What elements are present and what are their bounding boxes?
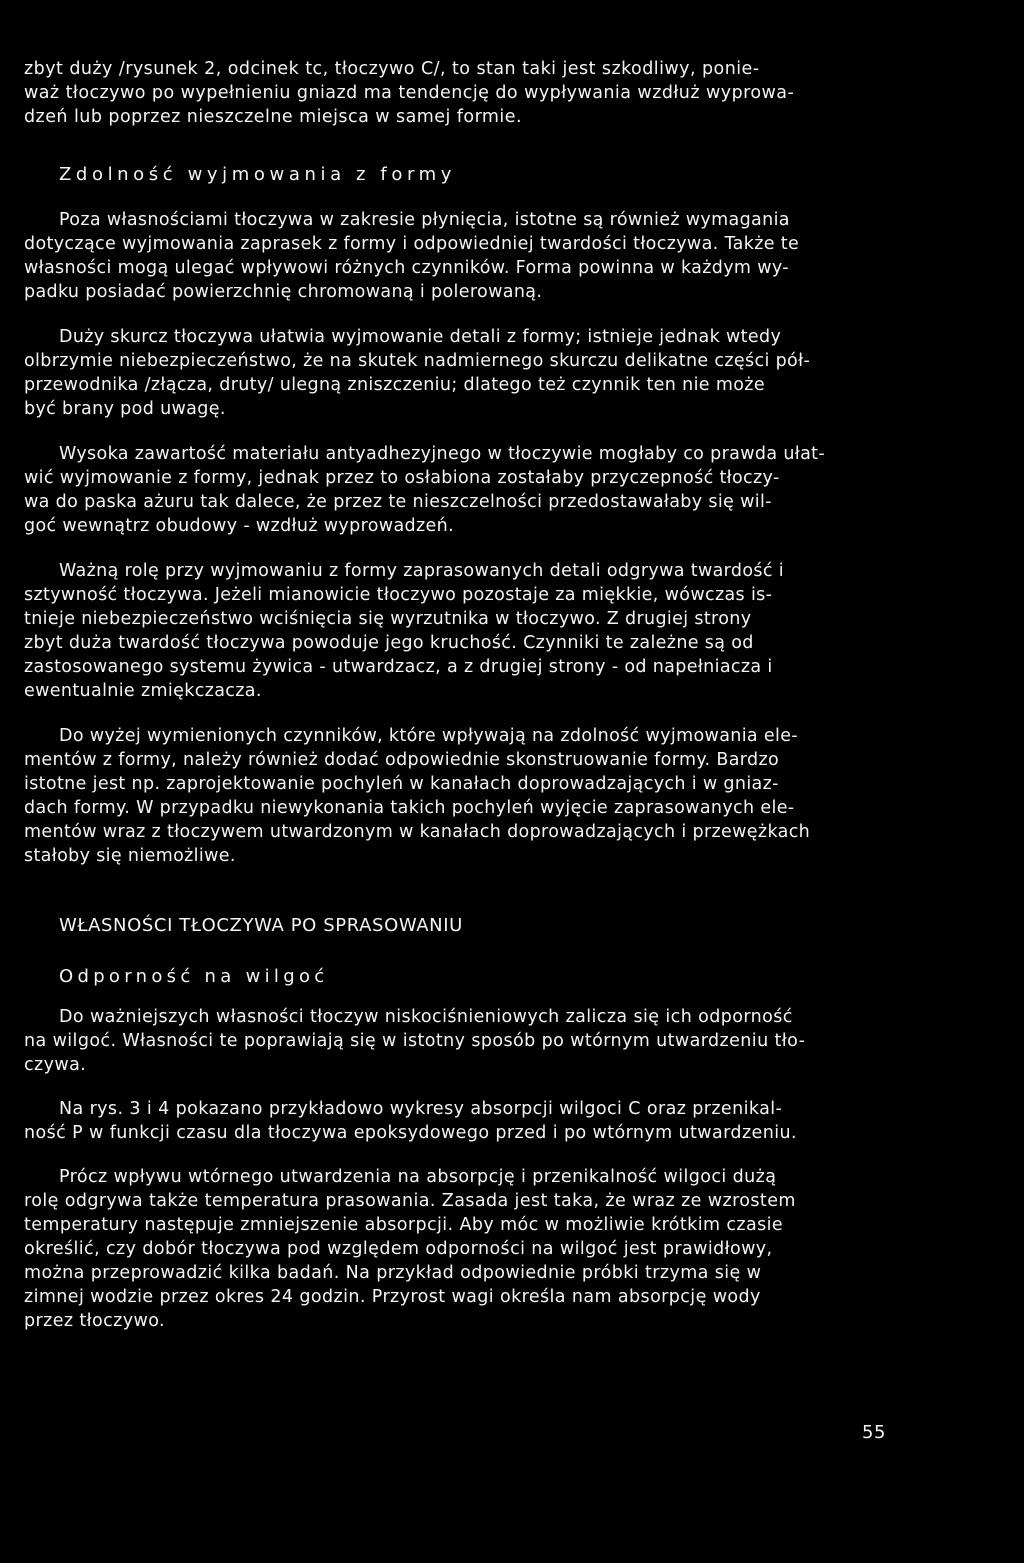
- text-line: olbrzymie niebezpieczeństwo, że na skutek nadmiernego skurczu delikatne części pół-: [24, 351, 811, 371]
- text-line: mentów z formy, należy również dodać odpowiednie skonstruowanie formy. Bardzo: [24, 750, 780, 770]
- text-line: stałoby się niemożliwe.: [24, 846, 236, 866]
- text-line: Do wyżej wymienionych czynników, które wpływają na zdolność wyjmowania ele-: [59, 726, 799, 746]
- subsection-heading: Odporność na wilgoć: [59, 966, 329, 987]
- text-line: dzeń lub poprzez nieszczelne miejsca w samej formie.: [24, 107, 522, 127]
- text-line: padku posiadać powierzchnię chromowaną i polerowaną.: [24, 282, 543, 302]
- text-line: czywa.: [24, 1055, 87, 1075]
- text-line: na wilgoć. Własności te poprawiają się w istotny sposób po wtórnym utwardzeniu tło-: [24, 1031, 806, 1051]
- text-line: ność P w funkcji czasu dla tłoczywa epoksydowego przed i po wtórnym utwardzeniu.: [24, 1123, 797, 1143]
- text-line: rolę odgrywa także temperatura prasowania. Zasada jest taka, że wraz ze wzrostem: [24, 1191, 796, 1211]
- text-line: określić, czy dobór tłoczywa pod względem odporności na wilgoć jest prawidłowy,: [24, 1239, 773, 1259]
- text-line: Prócz wpływu wtórnego utwardzenia na absorpcję i przenikalność wilgoci dużą: [59, 1167, 777, 1187]
- text-line: można przeprowadzić kilka badań. Na przykład odpowiednie próbki trzyma się w: [24, 1263, 762, 1283]
- text-line: wa do paska ażuru tak dalece, że przez te nieszczelności przedostawałaby się wil-: [24, 492, 772, 512]
- text-line: Wysoka zawartość materiału antyadhezyjnego w tłoczywie mogłaby co prawda ułat-: [59, 444, 826, 464]
- text-line: dotyczące wyjmowania zaprasek z formy i odpowiedniej twardości tłoczywa. Także te: [24, 234, 800, 254]
- paragraph: [24, 1005, 1004, 1077]
- section-title: WŁASNOŚCI TŁOCZYWA PO SPRASOWANIU: [59, 915, 463, 936]
- text-line: ewentualnie zmiękczacza.: [24, 681, 262, 701]
- text-line: istotne jest np. zaprojektowanie pochyleń w kanałach doprowadzających i w gniaz-: [24, 774, 779, 794]
- text-line: Ważną rolę przy wyjmowaniu z formy zaprasowanych detali odgrywa twardość i: [59, 561, 784, 581]
- paragraph: [24, 559, 1004, 703]
- text-line: być brany pod uwagę.: [24, 399, 226, 419]
- paragraph: [24, 442, 1004, 538]
- text-line: waż tłoczywo po wypełnieniu gniazd ma tendencję do wypływania wzdłuż wyprowa-: [24, 83, 795, 103]
- text-line: zastosowanego systemu żywica - utwardzacz, a z drugiej strony - od napełniacza i: [24, 657, 773, 677]
- text-line: Na rys. 3 i 4 pokazano przykładowo wykresy absorpcji wilgoci C oraz przenikal-: [59, 1099, 783, 1119]
- text-line: dach formy. W przypadku niewykonania takich pochyleń wyjęcie zaprasowanych ele-: [24, 798, 795, 818]
- paragraph: [24, 208, 1004, 304]
- paragraph: [24, 724, 1004, 868]
- text-line: sztywność tłoczywa. Jeżeli mianowicie tłoczywo pozostaje za miękkie, wówczas is-: [24, 585, 773, 605]
- paragraph: [24, 1165, 1004, 1333]
- section-properties-after-pressing: [24, 912, 1004, 1333]
- text-line: goć wewnątrz obudowy - wzdłuż wyprowadzeń.: [24, 516, 455, 536]
- paragraph: [24, 325, 1004, 421]
- section-heading: Zdolność wyjmowania z formy: [59, 164, 457, 185]
- opening-paragraph: [24, 57, 1004, 129]
- page-number: 55: [862, 1422, 886, 1443]
- paragraph: [24, 1097, 1004, 1145]
- text-line: tnieje niebezpieczeństwo wciśnięcia się wyrzutnika w tłoczywo. Z drugiej strony: [24, 609, 752, 629]
- text-line: Do ważniejszych własności tłoczyw niskociśnieniowych zalicza się ich odporność: [59, 1007, 793, 1027]
- text-line: Duży skurcz tłoczywa ułatwia wyjmowanie detali z formy; istnieje jednak wtedy: [59, 327, 782, 347]
- text-line: własności mogą ulegać wpływowi różnych czynników. Forma powinna w każdym wy-: [24, 258, 789, 278]
- text-line: zbyt duża twardość tłoczywa powoduje jego kruchość. Czynniki te zależne są od: [24, 633, 754, 653]
- text-line: wić wyjmowanie z formy, jednak przez to osłabiona zostałaby przyczepność tłoczy-: [24, 468, 780, 488]
- section-demolding: [24, 162, 1004, 868]
- text-line: Poza własnościami tłoczywa w zakresie płynięcia, istotne są również wymagania: [59, 210, 790, 230]
- text-line: zbyt duży /rysunek 2, odcinek tᴄ, tłoczywo C/, to stan taki jest szkodliwy, ponie-: [24, 59, 760, 79]
- text-line: temperatury następuje zmniejszenie absorpcji. Aby móc w możliwie krótkim czasie: [24, 1215, 784, 1235]
- text-line: mentów wraz z tłoczywem utwardzonym w kanałach doprowadzających i przewężkach: [24, 822, 811, 842]
- page-content: [24, 57, 1004, 1353]
- text-line: przez tłoczywo.: [24, 1311, 165, 1331]
- text-line: zimnej wodzie przez okres 24 godzin. Przyrost wagi określa nam absorpcję wody: [24, 1287, 761, 1307]
- text-line: przewodnika /złącza, druty/ ulegną zniszczeniu; dlatego też czynnik ten nie może: [24, 375, 765, 395]
